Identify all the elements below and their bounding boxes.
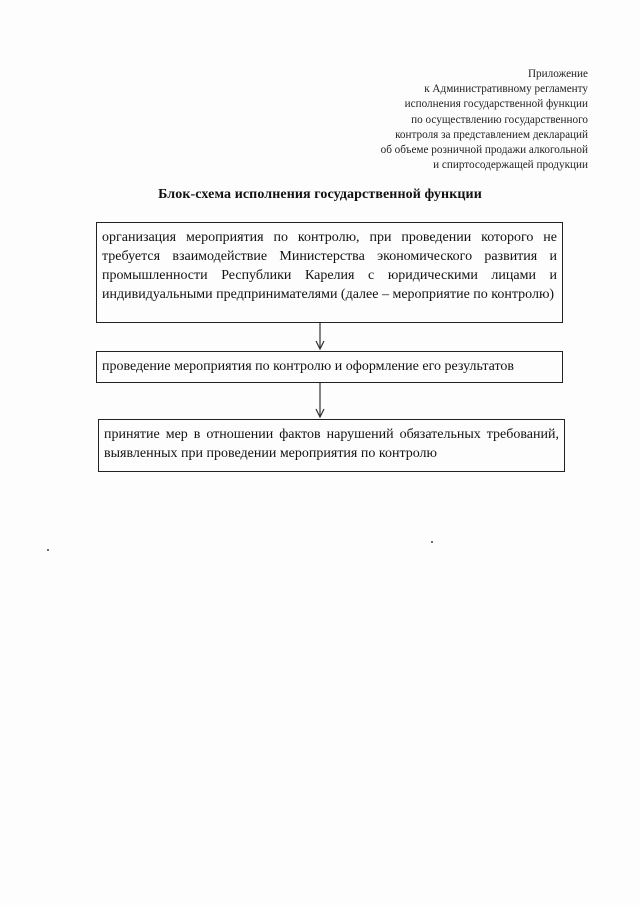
appendix-line: по осуществлению государственного bbox=[411, 113, 588, 126]
appendix-line: исполнения государственной функции bbox=[404, 98, 588, 111]
arrow-step2-to-step3 bbox=[316, 383, 324, 417]
flowchart-step-conduct: проведение мероприятия по контролю и оформление его результатов bbox=[96, 351, 563, 383]
scan-speck bbox=[431, 541, 433, 543]
appendix-line: контроля за представлением деклараций bbox=[395, 128, 588, 141]
scan-speck bbox=[47, 549, 49, 551]
flowchart-title: Блок-схема исполнения государственной функции bbox=[158, 187, 482, 202]
flowchart-step-measures: принятие мер в отношении фактов нарушений обязательных требований, выявленных при проведении мероприятия по контролю bbox=[98, 419, 565, 472]
appendix-header bbox=[288, 67, 588, 173]
flowchart-step-organization: организация мероприятия по контролю, при проведении которого не требуется взаимодействие Министерства экономического развития и промышленности Республики Карелия с юридическими лицами и индивидуальными предпринимателями (далее – мероприятие по контролю) bbox=[96, 222, 563, 323]
arrow-step1-to-step2 bbox=[316, 323, 324, 349]
appendix-line: об объеме розничной продажи алкогольной bbox=[380, 144, 588, 157]
appendix-line: к Административному регламенту bbox=[424, 83, 588, 96]
appendix-line: и спиртосодержащей продукции bbox=[433, 159, 588, 172]
appendix-line: Приложение bbox=[527, 68, 588, 80]
